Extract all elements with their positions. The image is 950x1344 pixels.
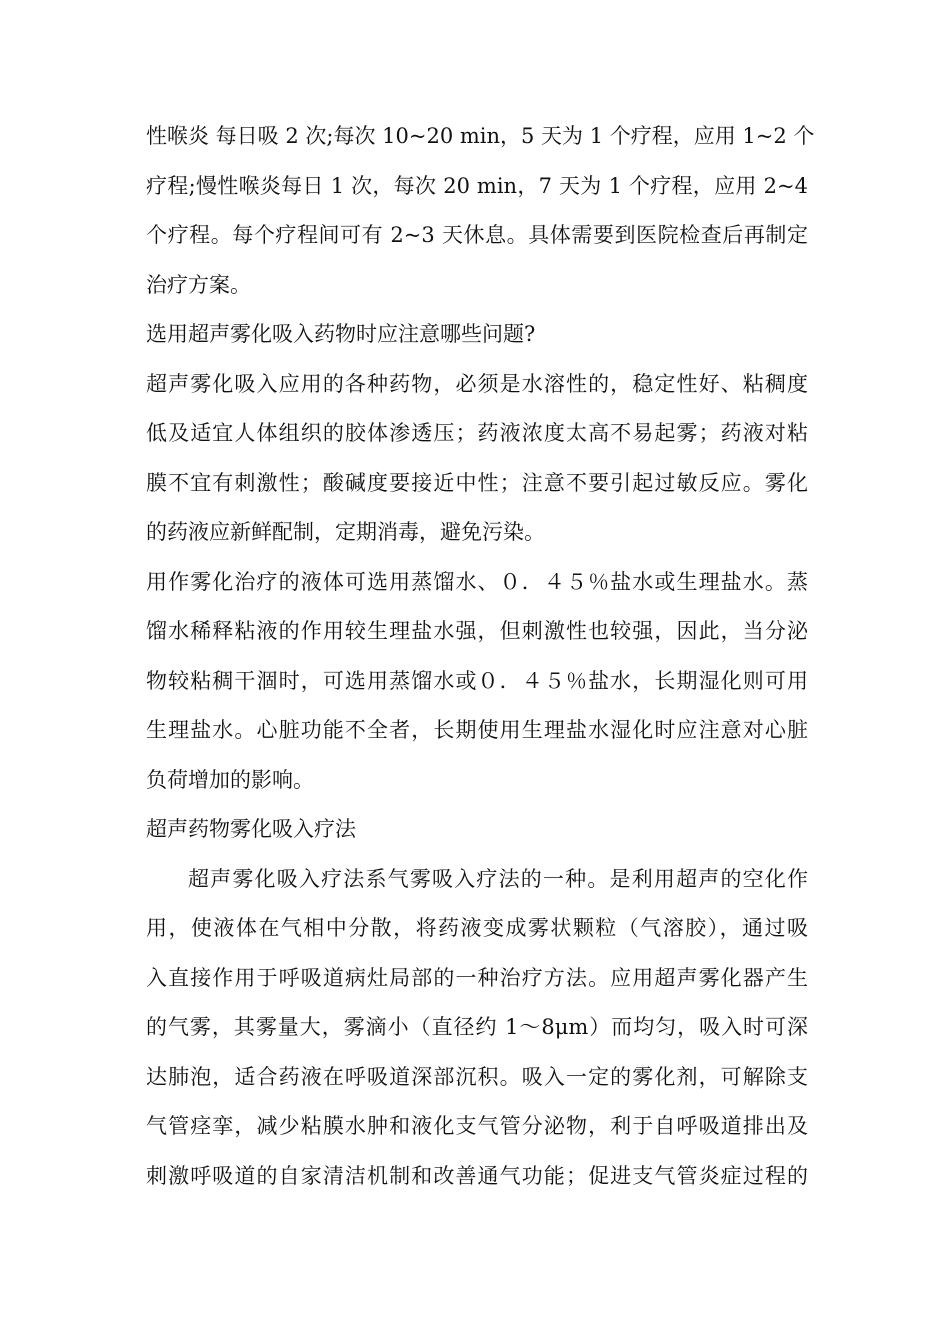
text-line: 负荷增加的影响。	[146, 767, 314, 792]
text-line: 用，使液体在气相中分散，将药液变成雾状颗粒（气溶胶），通过吸	[146, 916, 808, 940]
section-heading: 超声药物雾化吸入疗法	[146, 817, 356, 841]
section-heading: 选用超声雾化吸入药物时应注意哪些问题?	[146, 322, 536, 346]
text-line: 物较粘稠干涸时，可选用蒸馏水或０．４５％盐水，长期湿化则可用	[146, 668, 808, 693]
text-line: 低及适宜人体组织的胶体渗透压；药液浓度太高不易起雾；药液对粘	[146, 421, 808, 445]
text-line: 的药液应新鲜配制，定期消毒，避免污染。	[146, 520, 545, 544]
document-body	[146, 112, 815, 1201]
text-line: 的气雾，其雾量大，雾滴小（直径约 1～8μm）而均匀，吸入时可深	[146, 1015, 808, 1039]
text-line: 气管痉挛，减少粘膜水肿和液化支气管分泌物，利于自呼吸道排出及	[146, 1114, 808, 1138]
text-line: 疗程;慢性喉炎每日 1 次，每次 20 min，7 天为 1 个疗程，应用 2~4	[146, 173, 808, 198]
text-line: 超声雾化吸入应用的各种药物，必须是水溶性的，稳定性好、粘稠度	[146, 371, 808, 396]
text-line: 膜不宜有刺激性；酸碱度要接近中性；注意不要引起过敏反应。雾化	[146, 470, 808, 495]
text-line: 刺激呼吸道的自家清洁机制和改善通气功能；促进支气管炎症过程的	[146, 1163, 808, 1188]
text-line: 生理盐水。心脏功能不全者，长期使用生理盐水湿化时应注意对心脏	[146, 718, 808, 742]
text-line: 性喉炎 每日吸 2 次;每次 10~20 min，5 天为 1 个疗程，应用 1~2 个	[146, 124, 815, 148]
text-line: 达肺泡，适合药液在呼吸道深部沉积。吸入一定的雾化剂，可解除支	[146, 1064, 808, 1089]
text-line: 入直接作用于呼吸道病灶局部的一种治疗方法。应用超声雾化器产生	[146, 965, 808, 990]
text-line: 用作雾化治疗的液体可选用蒸馏水、０．４５％盐水或生理盐水。蒸	[146, 569, 808, 594]
text-line: 治疗方案。	[146, 272, 251, 297]
text-line: 超声雾化吸入疗法系气雾吸入疗法的一种。是利用超声的空化作	[188, 866, 808, 891]
text-line: 馏水稀释粘液的作用较生理盐水强，但刺激性也较强，因此，当分泌	[146, 619, 808, 643]
text-line: 个疗程。每个疗程间可有 2~3 天休息。具体需要到医院检查后再制定	[146, 223, 808, 247]
